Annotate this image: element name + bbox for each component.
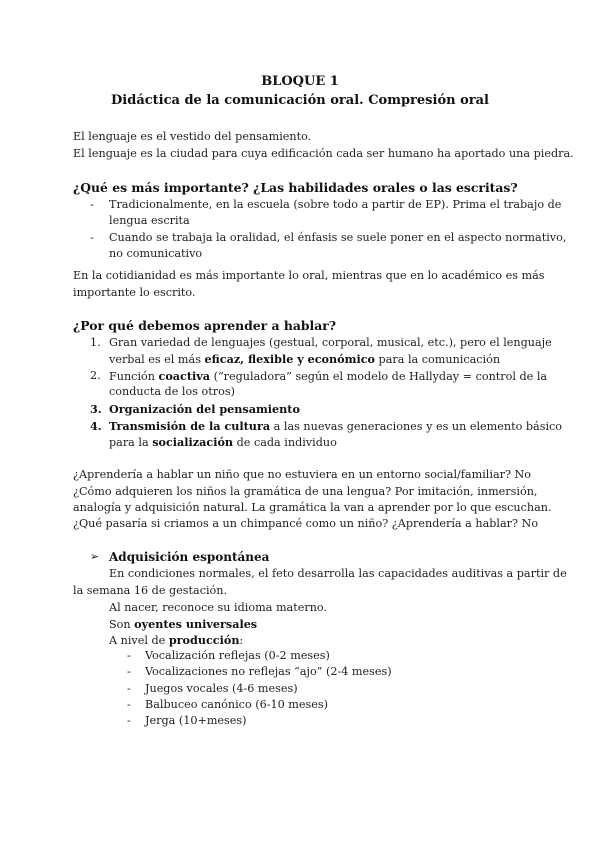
bullet-text: Tradicionalmente, en la escuela (sobre todo a partir de EP). Prima el trabajo de <box>109 198 562 211</box>
section-heading: ¿Qué es más importante? ¿Las habilidades orales o las escritas? <box>73 180 518 195</box>
list-item-text: Organización del pensamiento <box>109 402 300 416</box>
subsection-heading: Adquisición espontánea <box>109 550 270 564</box>
arrow-bullet-icon: ➢ <box>90 550 100 563</box>
list-number: 2. <box>90 369 101 382</box>
bullet-marker: - <box>90 198 94 211</box>
paragraph-line: A nivel de producción: <box>109 633 244 647</box>
bullet-marker: - <box>127 698 131 711</box>
stage-item: Juegos vocales (4-6 meses) <box>145 682 298 695</box>
section-heading: ¿Por qué debemos aprender a hablar? <box>73 318 337 333</box>
bullet-marker: - <box>127 665 131 678</box>
bullet-marker: - <box>127 649 131 662</box>
bullet-marker: - <box>127 714 131 727</box>
list-item-text: conducta de los otros) <box>109 385 235 398</box>
paragraph-line: Son oyentes universales <box>109 617 258 631</box>
paragraph-line: Al nacer, reconoce su idioma materno. <box>109 601 327 614</box>
intro-line: El lenguaje es el vestido del pensamiento. <box>73 130 312 143</box>
stage-item: Vocalizaciones no reflejas “ajo” (2-4 meses) <box>145 665 392 678</box>
paragraph-line: analogía y adquisición natural. La gramática la van a aprender por lo que escuchan. <box>73 501 552 514</box>
list-item-text: para la socialización de cada individuo <box>109 435 337 449</box>
paragraph-line: ¿Cómo adquieren los niños la gramática de una lengua? Por imitación, inmersión, <box>73 485 538 498</box>
list-item-text: Función coactiva (“reguladora” según el modelo de Hallyday = control de la <box>109 369 548 383</box>
stage-item: Vocalización reflejas (0-2 meses) <box>145 649 330 662</box>
paragraph-line: la semana 16 de gestación. <box>73 584 228 597</box>
list-number: 1. <box>90 336 101 349</box>
list-number: 3. <box>90 402 102 416</box>
paragraph-line: En condiciones normales, el feto desarrolla las capacidades auditivas a partir de <box>109 567 567 580</box>
paragraph-line: ¿Qué pasaría si criamos a un chimpancé como un niño? ¿Aprendería a hablar? No <box>73 517 539 530</box>
bullet-text: no comunicativo <box>109 247 203 260</box>
intro-line: El lenguaje es la ciudad para cuya edificación cada ser humano ha aportado una piedra. <box>73 147 574 160</box>
block-label: BLOQUE 1 <box>261 74 339 89</box>
bullet-text: lengua escrita <box>109 214 190 227</box>
stage-item: Jerga (10+meses) <box>145 714 247 727</box>
list-number: 4. <box>90 419 102 433</box>
bullet-text: Cuando se trabaja la oralidad, el énfasis se suele poner en el aspecto normativo, <box>109 231 567 244</box>
paragraph-line: ¿Aprendería a hablar un niño que no estuviera en un entorno social/familiar? No <box>73 468 532 481</box>
paragraph-line: En la cotidianidad es más importante lo oral, mientras que en lo académico es más <box>73 269 545 282</box>
paragraph-line: importante lo escrito. <box>73 286 196 299</box>
bullet-marker: - <box>90 231 94 244</box>
bullet-marker: - <box>127 682 131 695</box>
list-item-text: verbal es el más eficaz, flexible y económico para la comunicación <box>109 352 501 366</box>
page-title: Didáctica de la comunicación oral. Compresión oral <box>111 93 489 108</box>
stage-item: Balbuceo canónico (6-10 meses) <box>145 698 328 711</box>
list-item-text: Transmisión de la cultura a las nuevas generaciones y es un elemento básico <box>109 419 563 433</box>
list-item-text: Gran variedad de lenguajes (gestual, corporal, musical, etc.), pero el lenguaje <box>109 336 552 349</box>
